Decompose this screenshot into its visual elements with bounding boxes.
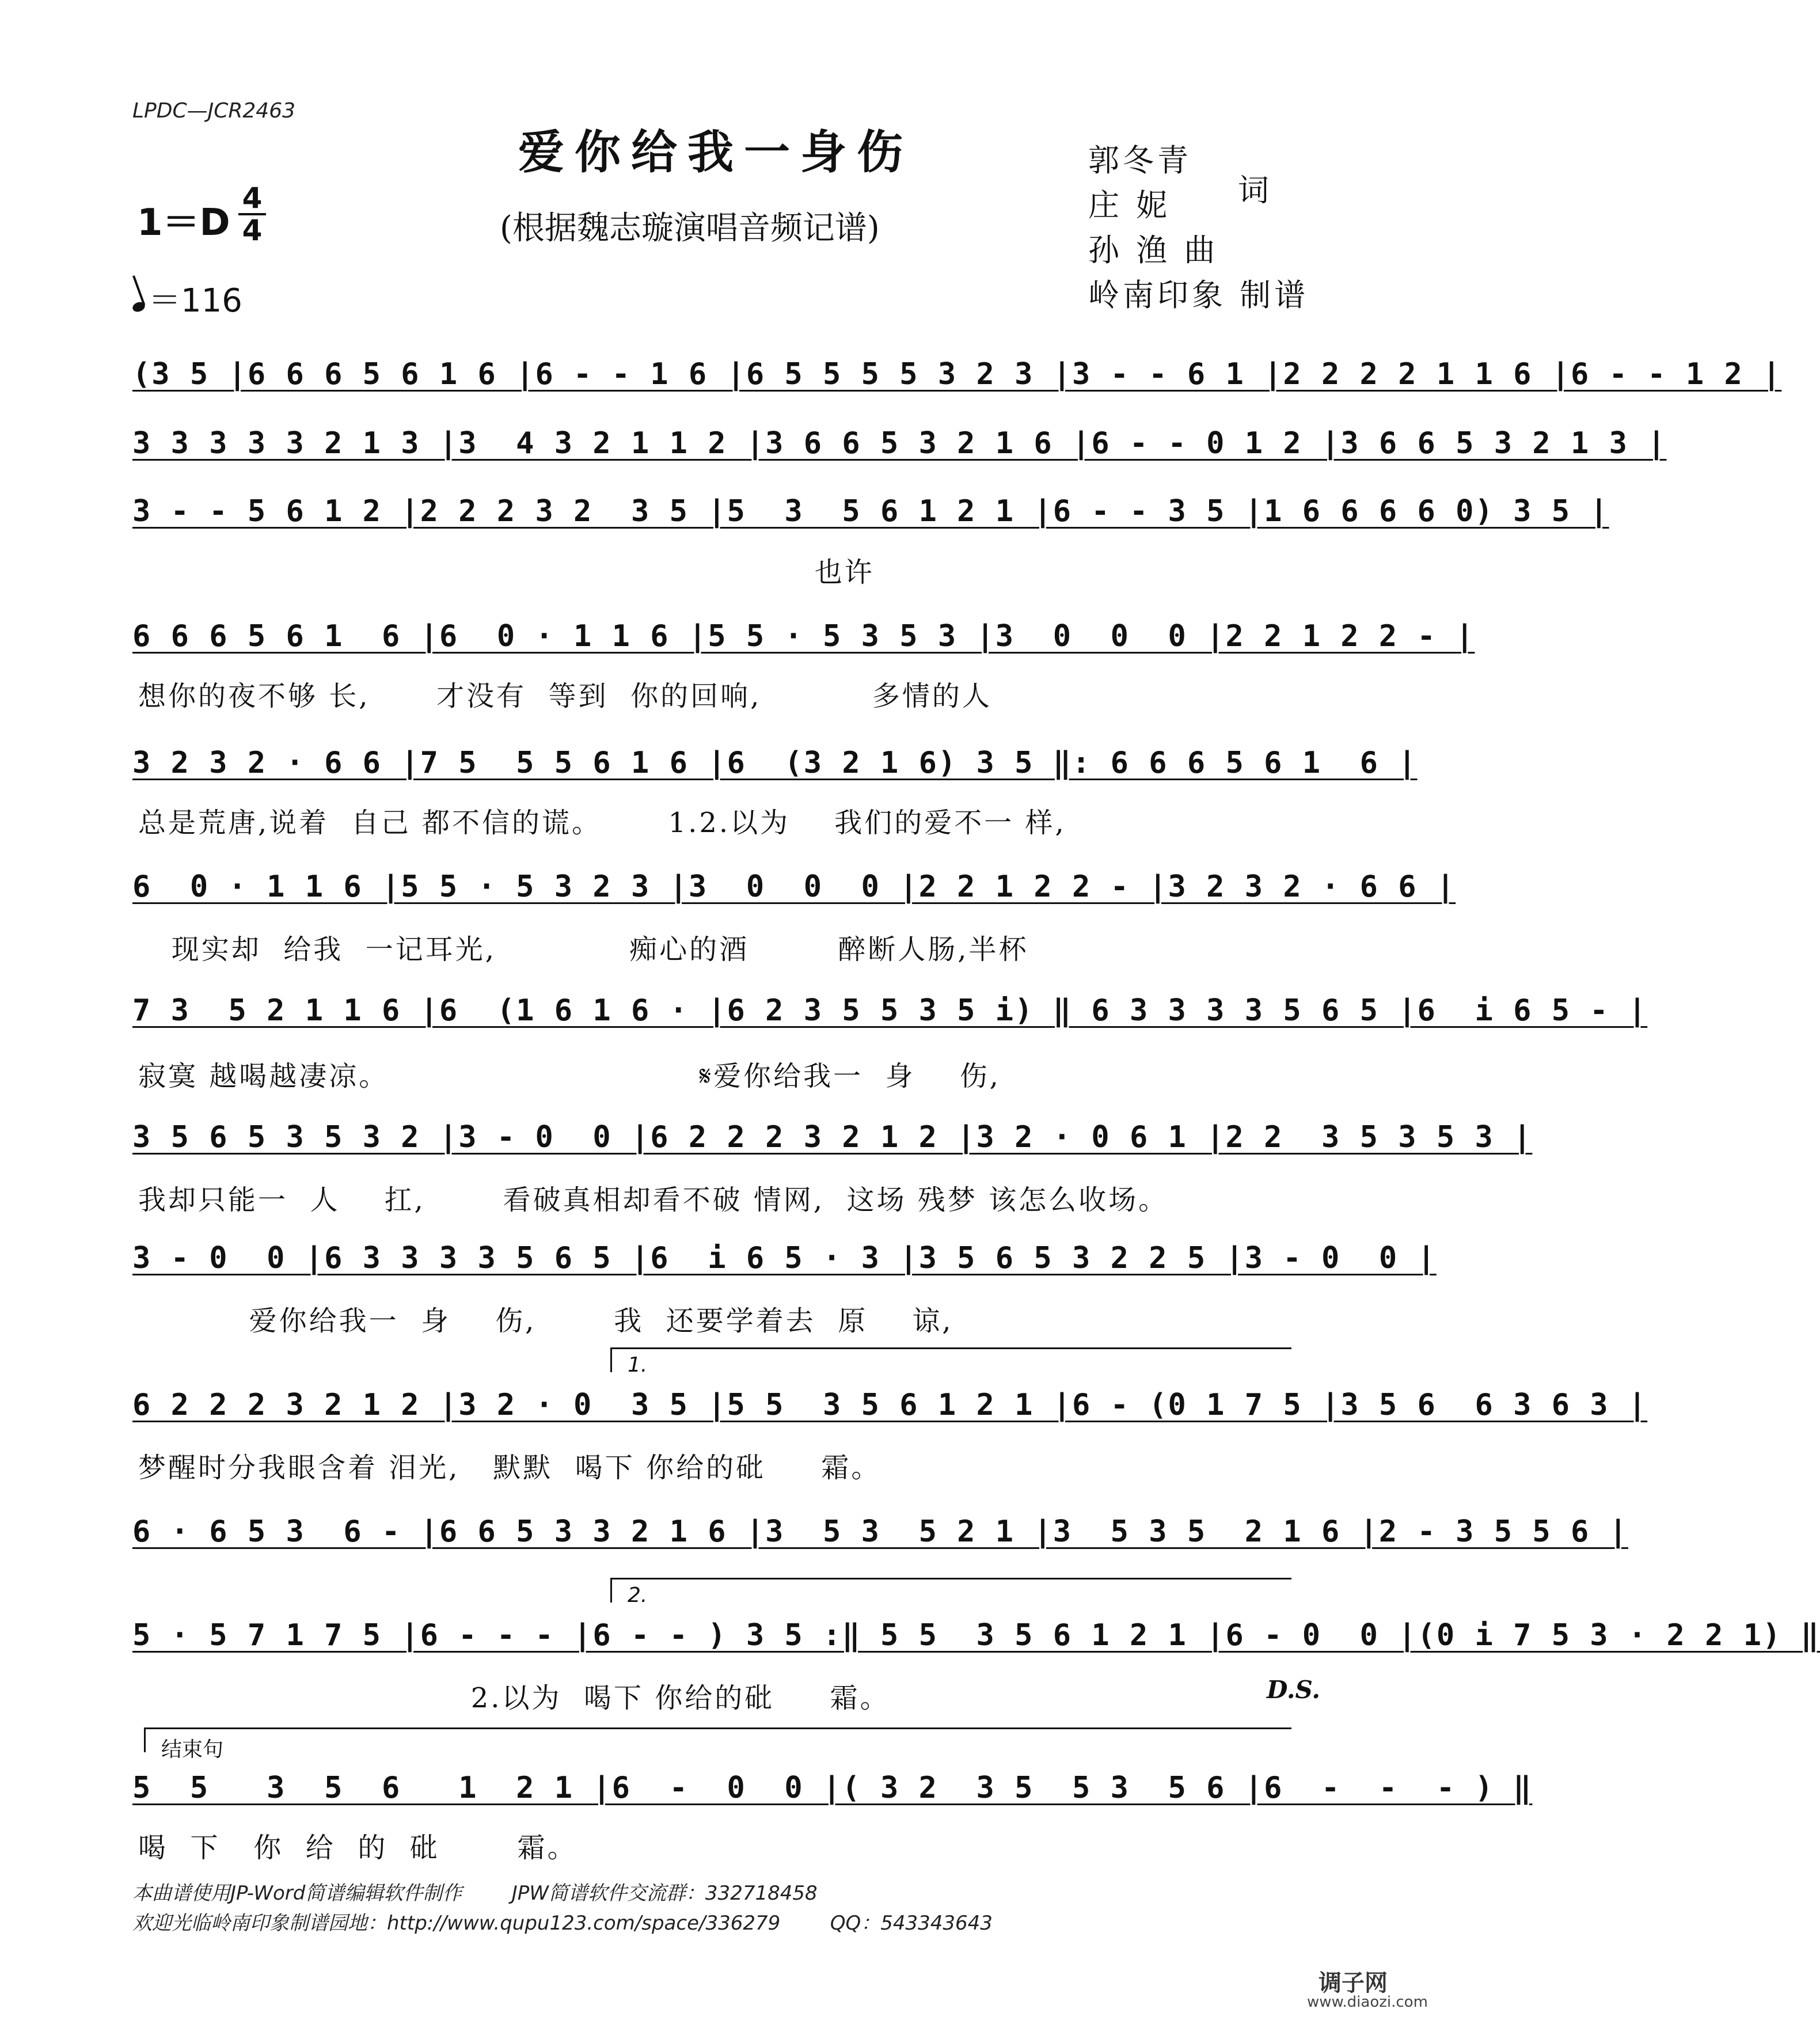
- tempo-value: ＝116: [149, 282, 242, 320]
- lyric-row-6: 现实却 给我 一记耳光, 痴心的酒 醉断人肠,半杯: [138, 933, 1029, 966]
- footer-line-1: 本曲谱使用JP-Word简谱编辑软件制作 JPW简谱软件交流群：332718458: [132, 1882, 818, 1905]
- score-row-1: (3 5 |6 6 6 5 6 1 6 |6 - - 1 6 |6 5 5 5 5 3 2 3 |3 - - 6 1 |2 2 2 2 1 1 6 |6 - - 1 2 |: [132, 357, 1782, 392]
- lyric-row-10: 梦醒时分我眼含着 泪光, 默默 喝下 你给的砒 霜。: [138, 1452, 881, 1484]
- time-signature-bottom: 4: [242, 214, 263, 247]
- score-row-12: 5 · 5 7 1 7 5 |6 - - - |6 - - ) 3 5 :‖ 5 5 3 5 6 1 2 1 |6 - 0 0 |(0 i 7 5 3 · 2 2 1) ‖: [132, 1618, 1820, 1653]
- lyric-row-4: 想你的夜不够 长, 才没有 等到 你的回响, 多情的人: [138, 680, 992, 712]
- score-row-10: 6 2 2 2 3 2 1 2 |3 2 · 0 3 5 |5 5 3 5 6 1 2 1 |6 - (0 1 7 5 |3 5 6 6 3 6 3 |: [132, 1388, 1648, 1422]
- time-signature: [235, 181, 269, 247]
- lyric-row-12: 2.以为 喝下 你给的砒 霜。: [138, 1682, 890, 1714]
- footer-line-2: 欢迎光临岭南印象制谱园地：http://www.qupu123.com/space/336279 QQ：543343643: [132, 1912, 993, 1935]
- song-subtitle: (根据魏志璇演唱音频记谱): [500, 210, 880, 247]
- credits-block: [1088, 138, 1309, 318]
- ending-phrase-label: 结束句: [161, 1738, 224, 1761]
- composer: 孙 渔 曲: [1088, 232, 1219, 268]
- tempo-marking: [132, 275, 242, 321]
- lyric-role: 词: [1238, 172, 1272, 208]
- arranger: 岭南印象 制谱: [1088, 277, 1309, 313]
- first-ending-bracket: [610, 1347, 1291, 1372]
- first-ending-label: 1.: [628, 1353, 648, 1377]
- lyric-row-9: 爱你给我一 身 伤, 我 还要学着去 原 谅,: [138, 1305, 953, 1337]
- score-row-9: 3 - 0 0 |6 3 3 3 3 5 6 5 |6 i 6 5 · 3 |3 5 6 5 3 2 2 5 |3 - 0 0 |: [132, 1241, 1437, 1275]
- score-row-3: 3 - - 5 6 1 2 |2 2 2 3 2 3 5 |5 3 5 6 1 2 1 |6 - - 3 5 |1 6 6 6 6 0) 3 5 |: [132, 494, 1609, 529]
- lyric-row-13: 喝 下 你 给 的 砒 霜。: [138, 1832, 577, 1864]
- score-code: LPDC—JCR2463: [132, 99, 296, 123]
- second-ending-bracket: [610, 1578, 1291, 1603]
- dal-segno-mark: D.S.: [1267, 1676, 1321, 1704]
- score-row-6: 6 0 · 1 1 6 |5 5 · 5 3 2 3 |3 0 0 0 |2 2 1 2 2 - |3 2 3 2 · 6 6 |: [132, 869, 1456, 904]
- lyricist-2: 庄 妮: [1088, 187, 1171, 223]
- score-row-13: 5 5 3 5 6 1 2 1 |6 - 0 0 |( 3 2 3 5 5 3 5 6 |6 - - - ) ‖: [132, 1771, 1533, 1805]
- lyric-row-7: 寂寞 越喝越凄凉。 𝄋爱你给我一 身 伤,: [138, 1060, 1001, 1092]
- score-row-4: 6 6 6 5 6 1 6 |6 0 · 1 1 6 |5 5 · 5 3 5 3 |3 0 0 0 |2 2 1 2 2 - |: [132, 619, 1475, 654]
- score-row-5: 3 2 3 2 · 6 6 |7 5 5 5 6 1 6 |6 (3 2 1 6) 3 5 ‖: 6 6 6 5 6 1 6 |: [132, 746, 1418, 780]
- site-watermark-url: www.diaozi.com: [1307, 1994, 1428, 2011]
- score-row-8: 3 5 6 5 3 5 3 2 |3 - 0 0 |6 2 2 2 3 2 1 2 |3 2 · 0 6 1 |2 2 3 5 3 5 3 |: [132, 1120, 1533, 1155]
- key-signature: 1＝D: [137, 202, 230, 244]
- score-row-11: 6 · 6 5 3 6 - |6 6 5 3 3 2 1 6 |3 5 3 5 2 1 |3 5 3 5 2 1 6 |2 - 3 5 5 6 |: [132, 1514, 1628, 1549]
- quarter-note-icon: [131, 301, 146, 314]
- score-row-7: 7 3 5 2 1 1 6 |6 (1 6 1 6 · |6 2 3 5 5 3 5 i) ‖ 6 3 3 3 3 5 6 5 |6 i 6 5 - |: [132, 993, 1648, 1028]
- ending-phrase-bracket: [144, 1727, 1291, 1752]
- lyric-row-5: 总是荒唐,说着 自己 都不信的谎。 1.2.以为 我们的爱不一 样,: [138, 807, 1066, 839]
- lyric-row-3: 也许: [138, 556, 875, 588]
- site-watermark: 调子网: [1319, 1970, 1388, 1996]
- lyricist-1: 郭冬青: [1088, 142, 1192, 179]
- time-signature-top: 4: [242, 181, 263, 215]
- song-title: 爱你给我一身伤: [518, 125, 913, 179]
- score-row-2: 3 3 3 3 3 2 1 3 |3 4 3 2 1 1 2 |3 6 6 5 3 2 1 6 |6 - - 0 1 2 |3 6 6 5 3 2 1 3 |: [132, 426, 1667, 461]
- lyric-row-8: 我却只能一 人 扛, 看破真相却看不破 情网, 这场 残梦 该怎么收场。: [138, 1184, 1169, 1216]
- second-ending-label: 2.: [628, 1584, 648, 1607]
